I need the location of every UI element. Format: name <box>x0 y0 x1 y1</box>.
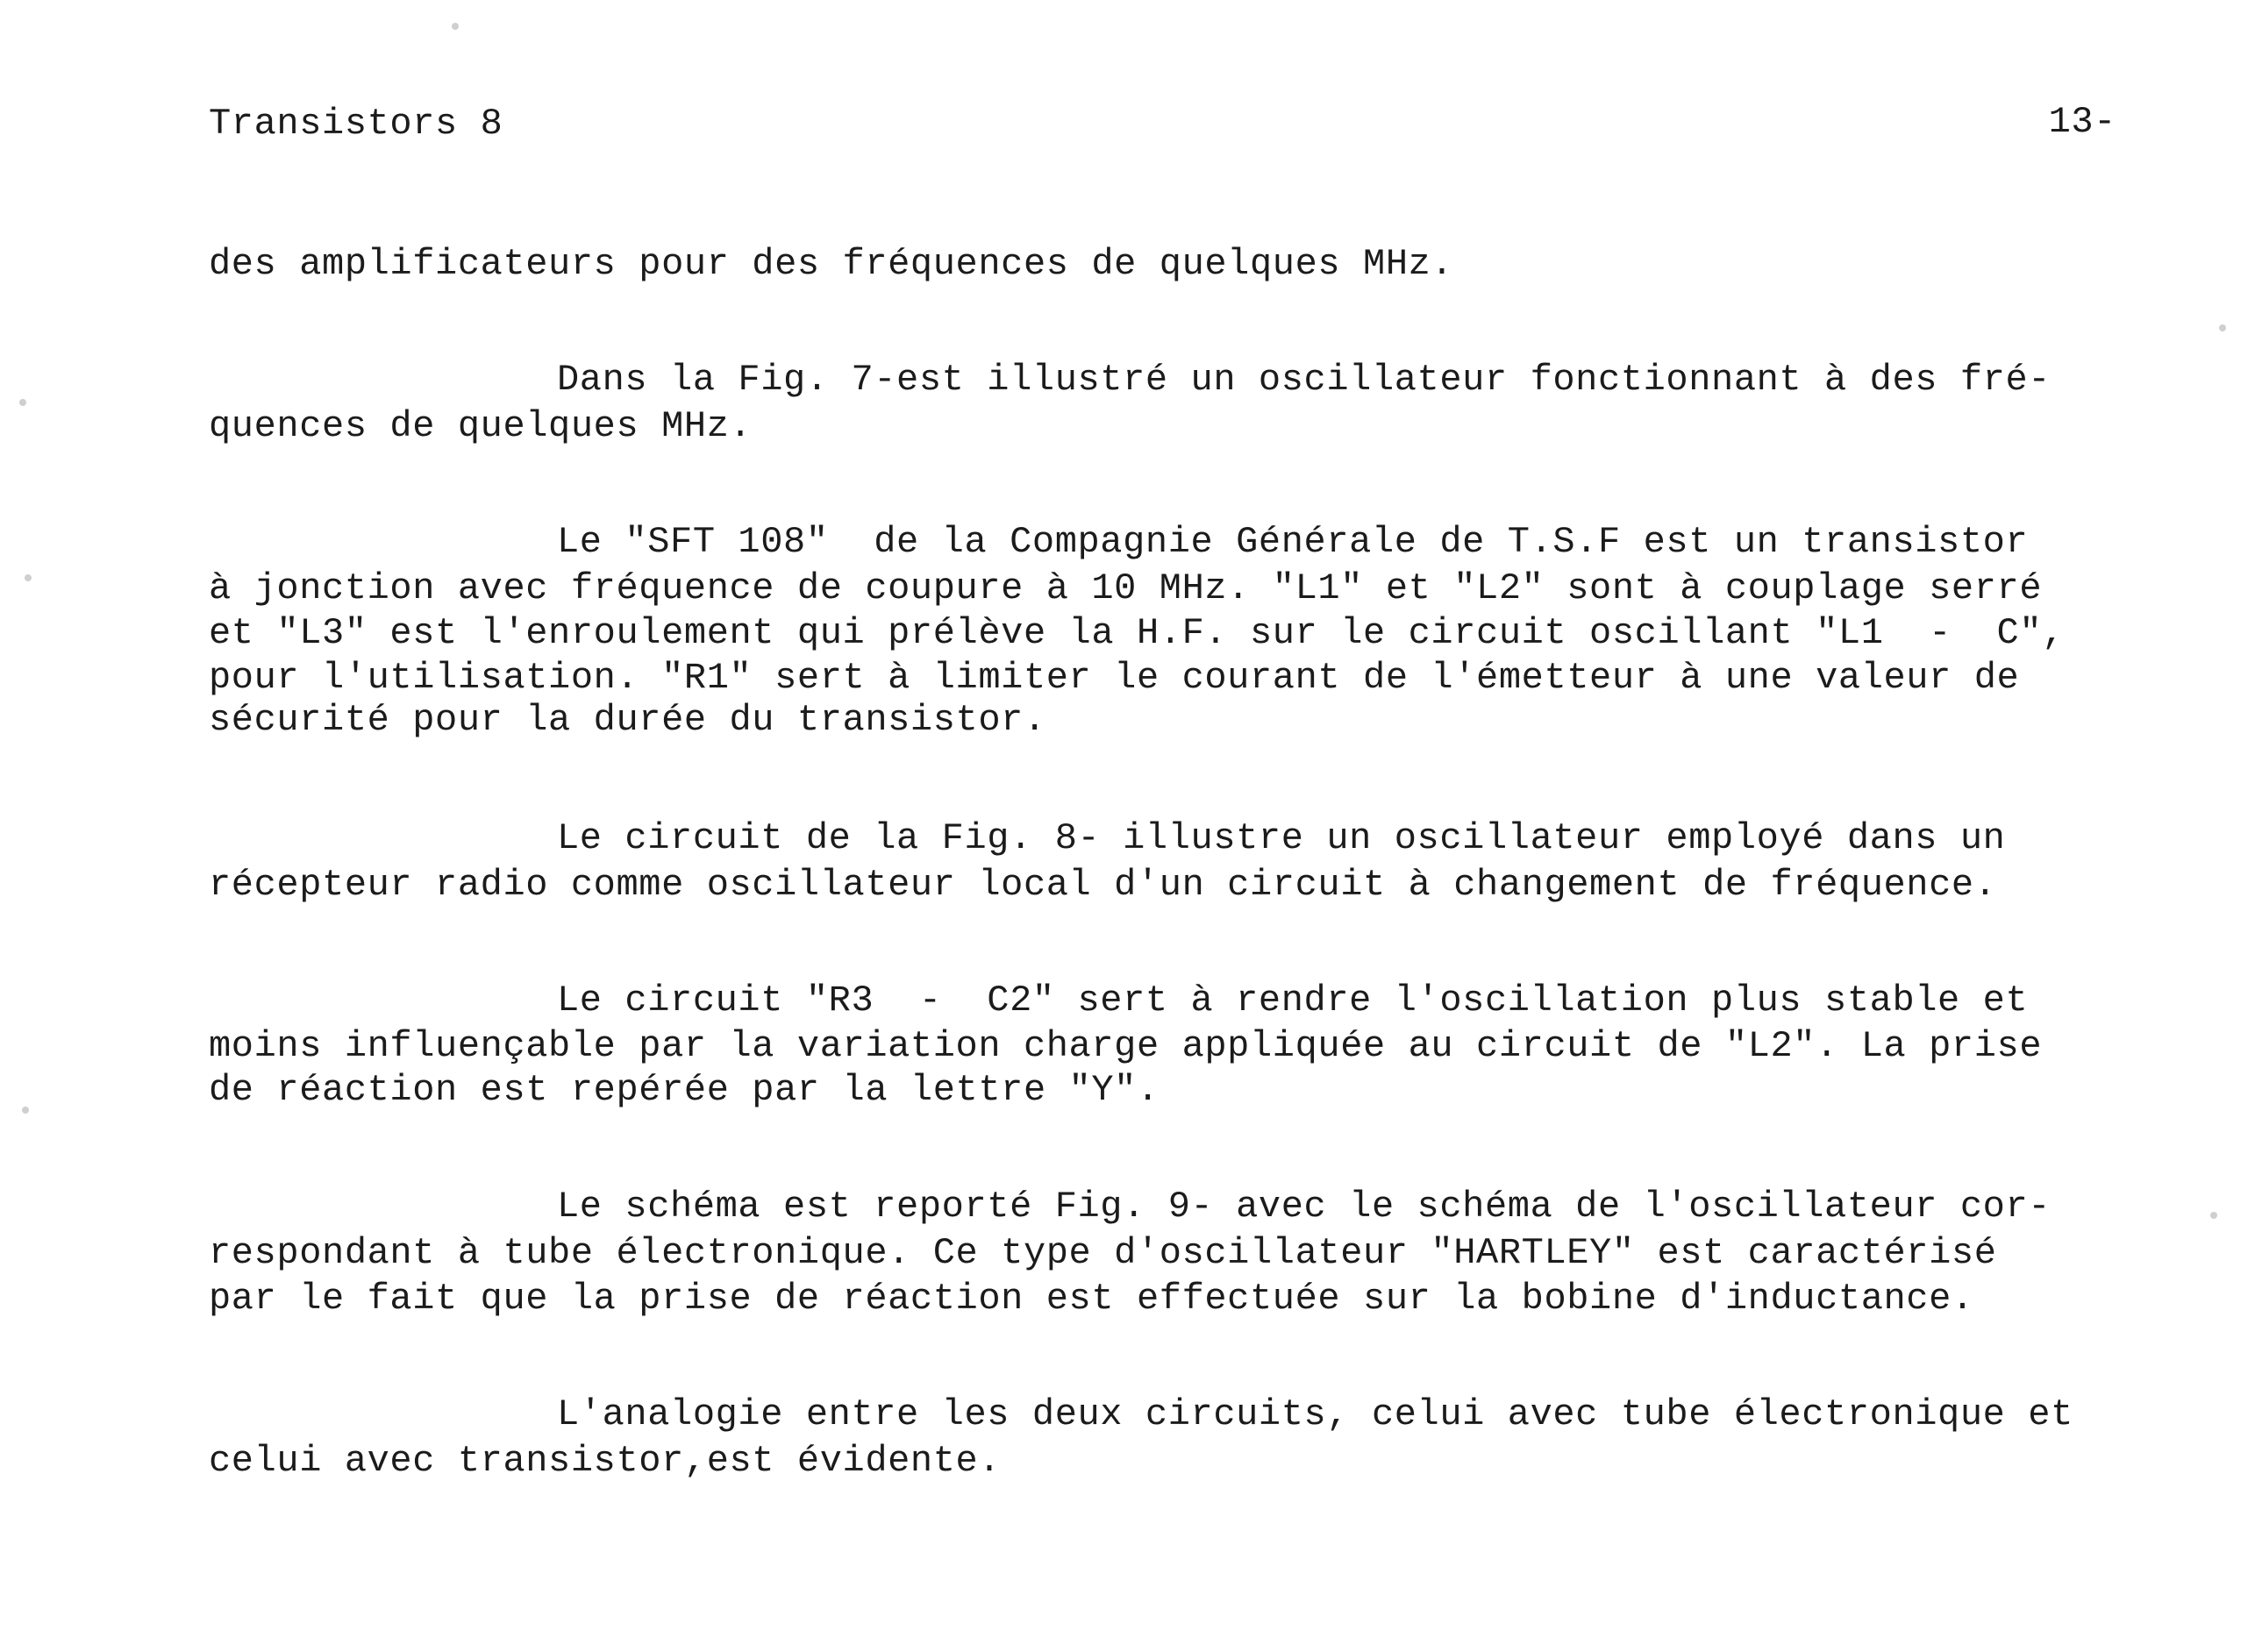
paragraph-line: sécurité pour la durée du transistor. <box>209 699 1046 741</box>
scan-speck <box>25 574 32 581</box>
scan-speck <box>19 399 26 406</box>
paragraph-line: Le "SFT 108" de la Compagnie Générale de T.S.F est un transistor <box>557 521 2029 563</box>
scan-speck <box>22 1107 29 1114</box>
paragraph-line: quences de quelques MHz. <box>209 405 753 447</box>
scan-speck <box>452 23 459 30</box>
paragraph-line: Le circuit "R3 - C2" sert à rendre l'oscillation plus stable et <box>557 979 2029 1022</box>
page-number: 13- <box>2048 101 2116 143</box>
paragraph-line: par le fait que la prise de réaction est effectuée sur la bobine d'inductance. <box>209 1278 1974 1320</box>
running-header-title: Transistors 8 <box>209 103 503 145</box>
paragraph-line: pour l'utilisation. "R1" sert à limiter le courant de l'émetteur à une valeur de <box>209 657 2020 699</box>
scan-speck <box>2210 1212 2217 1219</box>
paragraph-line: des amplificateurs pour des fréquences de quelques MHz. <box>209 243 1454 285</box>
paragraph-line: moins influençable par la variation charge appliquée au circuit de "L2". La prise <box>209 1025 2043 1067</box>
paragraph-line: Dans la Fig. 7-est illustré un oscillateur fonctionnant à des fré- <box>557 359 2052 401</box>
paragraph-line: celui avec transistor,est évidente. <box>209 1440 1002 1482</box>
paragraph-line: Le schéma est reporté Fig. 9- avec le schéma de l'oscillateur cor- <box>557 1186 2052 1228</box>
paragraph-line: récepteur radio comme oscillateur local d'un circuit à changement de fréquence. <box>209 864 1997 906</box>
paragraph-line: respondant à tube électronique. Ce type d'oscillateur "HARTLEY" est caractérisé <box>209 1232 1997 1274</box>
paragraph-line: Le circuit de la Fig. 8- illustre un oscillateur employé dans un <box>557 817 2006 859</box>
paragraph-line: L'analogie entre les deux circuits, celui avec tube électronique et <box>557 1393 2073 1435</box>
paragraph-line: à jonction avec fréquence de coupure à 10 MHz. "L1" et "L2" sont à couplage serré <box>209 567 2043 609</box>
paragraph-line: de réaction est repérée par la lettre "Y". <box>209 1069 1160 1111</box>
paragraph-line: et "L3" est l'enroulement qui prélève la H.F. sur le circuit oscillant "L1 - C", <box>209 612 2065 654</box>
scan-speck <box>2219 324 2226 331</box>
